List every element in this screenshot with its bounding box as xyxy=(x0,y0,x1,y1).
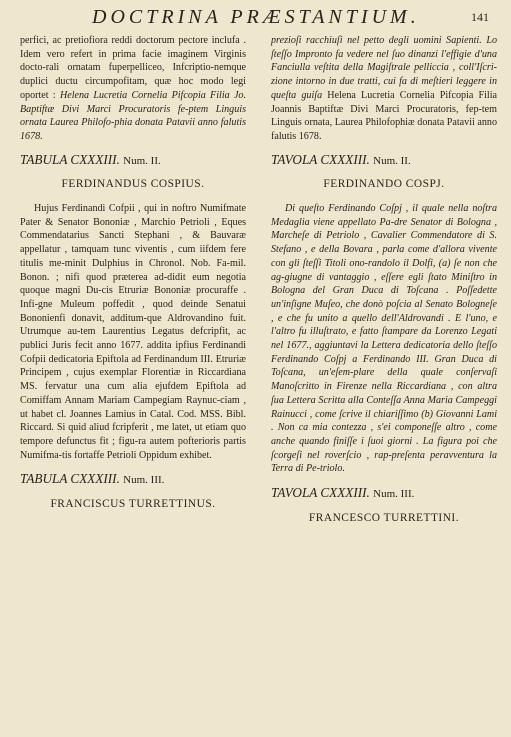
running-head: DOCTRINA PRÆSTANTIUM. xyxy=(92,6,420,28)
latin-column xyxy=(20,34,246,526)
page-header xyxy=(20,0,497,34)
italian-person-name-2: FRANCESCO TURRETTINI. xyxy=(308,511,460,524)
latin-inscription: Helena Lucretia Cornelia Pifcopia Filia Jo. Baptiftæ Divi Marci Procuratoris fe-ptem Linguis ornata Laurea Philofo-phia donata Patavii anno falutis 1678. xyxy=(20,89,246,142)
latin-paragraph-2: Hujus Ferdinandi Cofpii , qui in noftro Numifmate Pater & Senator Bononiæ , Marchio Petrioli , Eques Commendatarius Sancti Stephani , & Bauvaræ appellatur , tamquam tunc viventis , cum iifdem fere titulis me-minit Dulphius in Chronol. Nob. Fa-mil. Bonon. ; nifi quod præterea ad-didit eum negotia quoque magni Du-cis Etruriæ Bononiæ procuraffe . Infi-gne Muleum poffedit , quod deinde Senatui Bononienfi donavit, additum-que Aldrovandino fuit. Utrumque au-tem Laurentius Legatus defcripfit, ac publici Juris fecit anno 1677. addita ipfius Ferdinandi Cofpii dedicatoria Epiftola ad Ferdinandum III. Etruriæ Principem , cujus exemplar Florentiæ in Riccardiana MS. fervatur una cum alia ejufdem Epiftola ad Comiffam Annam Mariam Campegiam Raynuc-ciam , ut habet cl. Joannes Lamius in Catal. Cod. MSS. Bibl. Riccard. Si quid aliud fcripferit , me latet, ut etiam quo tempore defunctus fit ; figu-ra autem pofterioris partis Numifma-tis fortaffe Petrioli Oppidum exhibet. xyxy=(20,203,246,461)
italian-table-title-1: TAVOLA CXXXIII. xyxy=(271,151,370,167)
two-column-body xyxy=(20,34,497,526)
latin-paragraph-1-text: perfici, ac pretiofiora reddi doctorum pectore inclufa . Idem vero refert in prima facie imaginem Virginis docto-rali ornatam fuperpelliceo, Infcriptio-nemque duplici ductu circumpofitam, quæ hoc modo legi oportet : xyxy=(20,35,246,101)
latin-table-heading-2 xyxy=(20,472,246,488)
italian-column xyxy=(271,34,497,526)
italian-person-name-1: FERDINANDO COSPJ. xyxy=(323,178,445,191)
latin-table-number-2: Num. III. xyxy=(123,474,165,487)
italian-paragraph-1 xyxy=(271,34,497,144)
italian-table-title-2: TAVOLA CXXXIII. xyxy=(271,485,370,501)
italian-inscription: Helena Lucretia Cornelia Pifcopia Filia Joannis Baptiftæ Divi Marci Procuratoris, fep-tem Linguis ornata, Laurea Philofophiæ donata Patavii anno falutis 1678. xyxy=(271,89,497,142)
latin-person-name-1: FERDINANDUS COSPIUS. xyxy=(61,178,205,191)
latin-person-name-2: FRANCISCUS TURRETTINUS. xyxy=(50,498,216,511)
italian-table-heading-1 xyxy=(271,153,497,169)
italian-table-number-2: Num. III. xyxy=(373,488,415,501)
italian-paragraph-2: Di queſto Ferdinando Coſpj , il quale nella noſtra Medaglia viene appellato Pa-dre Senator di Bologna , Marcheſe di Petriolo , Cavalier Commendatore di S. Stefano , e della Bovara , parla come d'allora vivente con gli ſteſſi Titoli ono-randolo il Dolfi, (a) ſe non che ag-giugne di vantaggio , eſſere egli ſtato Miniſtro in Bologna del Gran Duca di Toſcana . Poſſedette un'inſigne Muſeo, che donò poſcia al Senato Bologneſe , e che fu unito a quello dell'Aldrovandi . E l'uno, e l'altro fu illuſtrato, e fatto ſtampare da Lorenzo Legati nel 1677., aggiuntavi la Lettera dedicatoria dello ſteſſo Ferdinando Coſpj a Ferdinando III. Gran Duca di Toſcana, un'eſem-plare della quale conſervaſi Manoſcritto in Firenze nella Riccardiana , con altra ſua Lettera Scritta alla Conteſſa Anna Maria Campeggi Rainucci , come ſcrive il chiariſſimo (b) Giovanni Lami . Non ca mia contezza , s'ei componeſſe altro , come anche quando finiſſe i ſuoi giorni . La figura poi che ſcorgeſi nel roverſcio , rap-preſenta peravventura la Terra di Pe-triolo. xyxy=(271,203,497,475)
page-number: 141 xyxy=(471,10,489,24)
latin-paragraph-1 xyxy=(20,34,246,144)
italian-paragraph-1-text: prezioſi racchiuſi nel petto degli uomini Sapienti. Lo ſteſſo Impronto fa vedere nel ſuo dinanzi l'effigie d'una Fanciulla veſtita della Magiſtrale pelliccia , coll'Iſcri-zione intorno in due tratti, cui fa di meſtieri leggere in queſta guiſa xyxy=(271,35,497,101)
latin-table-title-2: TABULA CXXXIII. xyxy=(20,471,120,487)
latin-table-title-1: TABULA CXXXIII. xyxy=(20,151,120,167)
latin-table-number-1: Num. II. xyxy=(123,154,161,167)
latin-table-heading-1 xyxy=(20,153,246,169)
italian-table-heading-2 xyxy=(271,486,497,502)
italian-table-number-1: Num. II. xyxy=(373,154,411,167)
